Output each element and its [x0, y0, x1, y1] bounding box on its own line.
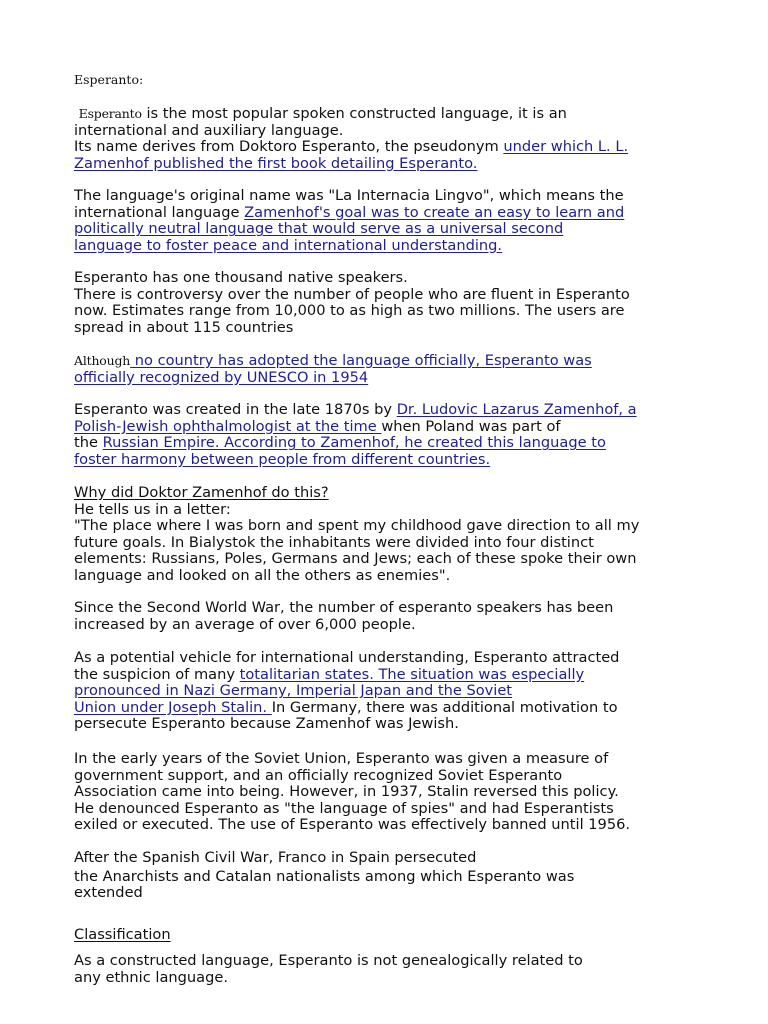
heading-block	[74, 72, 734, 89]
zamenhof-link-1[interactable]: under which L. L.	[503, 138, 629, 156]
soviet-line-4: He denounced Esperanto as "the language of spies" and had Esperantists	[74, 799, 614, 817]
franco-line-2: the Anarchists and Catalan nationalists among which Esperanto was	[74, 867, 575, 885]
totalitarian-link-1[interactable]: totalitarian states. The situation was especially	[239, 665, 585, 683]
russian-empire-link[interactable]: Russian Empire. According to Zamenhof, he created this language to	[102, 434, 606, 452]
intro-line-2: international and auxiliary language.	[74, 121, 344, 139]
suspicion-line-5: persecute Esperanto because Zamenhof was Jewish.	[74, 715, 459, 733]
creation-paragraph	[74, 402, 734, 468]
harmony-link[interactable]: foster harmony between people from different countries.	[74, 450, 491, 468]
ww2-line-2: increased by an average of over 6,000 people.	[74, 615, 416, 633]
soviet-paragraph	[74, 751, 734, 834]
creation-line-2: when Poland was part of	[381, 417, 561, 435]
document-heading: Esperanto:	[74, 72, 144, 87]
ww2-paragraph	[74, 600, 734, 633]
letter-line-6: language and looked on all the others as enemies".	[74, 566, 451, 584]
original-name-line-2: international language	[74, 203, 245, 221]
letter-line-5: elements: Russians, Poles, Germans and Jews; each of these spoke their own	[74, 550, 637, 568]
franco-line-3: extended	[74, 884, 143, 902]
classification-heading: Classification	[74, 926, 171, 943]
intro-word: Esperanto	[78, 106, 142, 121]
speakers-line-1: Esperanto has one thousand native speakers.	[74, 269, 408, 286]
original-name-paragraph	[74, 188, 734, 254]
letter-paragraph	[74, 485, 734, 585]
goal-link-2[interactable]: politically neutral language that would serve as a universal second	[74, 220, 564, 238]
suspicion-line-4: In Germany, there was additional motivation to	[271, 698, 618, 716]
speakers-line-3: now. Estimates range from 10,000 to as high as two millions. The users are	[74, 302, 625, 320]
classification-line-1: As a constructed language, Esperanto is not genealogically related to	[74, 952, 583, 969]
why-heading: Why did Doktor Zamenhof do this?	[74, 484, 329, 501]
ophthalmologist-link[interactable]: Polish-Jewish ophthalmologist at the time	[74, 417, 382, 435]
soviet-line-5: exiled or executed. The use of Esperanto was effectively banned until 1956.	[74, 816, 631, 834]
classification-line-2: any ethnic language.	[74, 968, 228, 986]
suspicion-line-2: the suspicion of many	[74, 665, 240, 683]
franco-paragraph	[74, 850, 734, 902]
classification-paragraph	[74, 953, 734, 986]
classification-heading-block	[74, 927, 734, 944]
unesco-paragraph	[74, 353, 734, 386]
letter-line-2: He tells us in a letter:	[74, 500, 231, 518]
intro-line-1: is the most popular spoken constructed language, it is an	[141, 105, 567, 122]
unesco-link-1[interactable]: no country has adopted the language officially, Esperanto was	[130, 352, 592, 369]
creation-line-3: the	[74, 434, 103, 452]
although-word: Although	[74, 353, 131, 368]
original-name-line-1: The language's original name was "La Internacia Lingvo", which means the	[74, 187, 624, 204]
suspicion-paragraph	[74, 650, 734, 733]
totalitarian-link-2[interactable]: pronounced in Nazi Germany, Imperial Japan and the Soviet	[74, 682, 513, 700]
speakers-line-4: spread in about 115 countries	[74, 318, 294, 336]
ludovic-link[interactable]: Dr. Ludovic Lazarus Zamenhof, a	[396, 401, 637, 418]
unesco-link-2[interactable]: officially recognized by UNESCO in 1954	[74, 368, 369, 386]
ww2-line-1: Since the Second World War, the number of esperanto speakers has been	[74, 599, 614, 616]
speakers-paragraph	[74, 270, 734, 336]
letter-line-4: future goals. In Bialystok the inhabitants were divided into four distinct	[74, 533, 594, 551]
totalitarian-link-3[interactable]: Union under Joseph Stalin.	[74, 698, 272, 716]
soviet-line-3: Association came into being. However, in 1937, Stalin reversed this policy.	[74, 783, 619, 801]
franco-line-1: After the Spanish Civil War, Franco in Spain persecuted	[74, 849, 477, 866]
speakers-line-2: There is controversy over the number of people who are fluent in Esperanto	[74, 285, 630, 303]
soviet-line-2: government support, and an officially recognized Soviet Esperanto	[74, 766, 563, 784]
letter-line-3: "The place where I was born and spent my childhood gave direction to all my	[74, 517, 640, 535]
intro-line-3: Its name derives from Doktoro Esperanto, the pseudonym	[74, 138, 504, 156]
zamenhof-link-2[interactable]: Zamenhof published the first book detailing Esperanto.	[74, 154, 478, 172]
goal-link-3[interactable]: language to foster peace and international understanding.	[74, 236, 503, 254]
creation-line-1: Esperanto was created in the late 1870s by	[74, 401, 397, 418]
soviet-line-1: In the early years of the Soviet Union, Esperanto was given a measure of	[74, 750, 609, 767]
intro-paragraph	[74, 106, 734, 172]
suspicion-line-1: As a potential vehicle for international understanding, Esperanto attracted	[74, 649, 620, 666]
goal-link-1[interactable]: Zamenhof's goal was to create an easy to learn and	[244, 203, 625, 221]
